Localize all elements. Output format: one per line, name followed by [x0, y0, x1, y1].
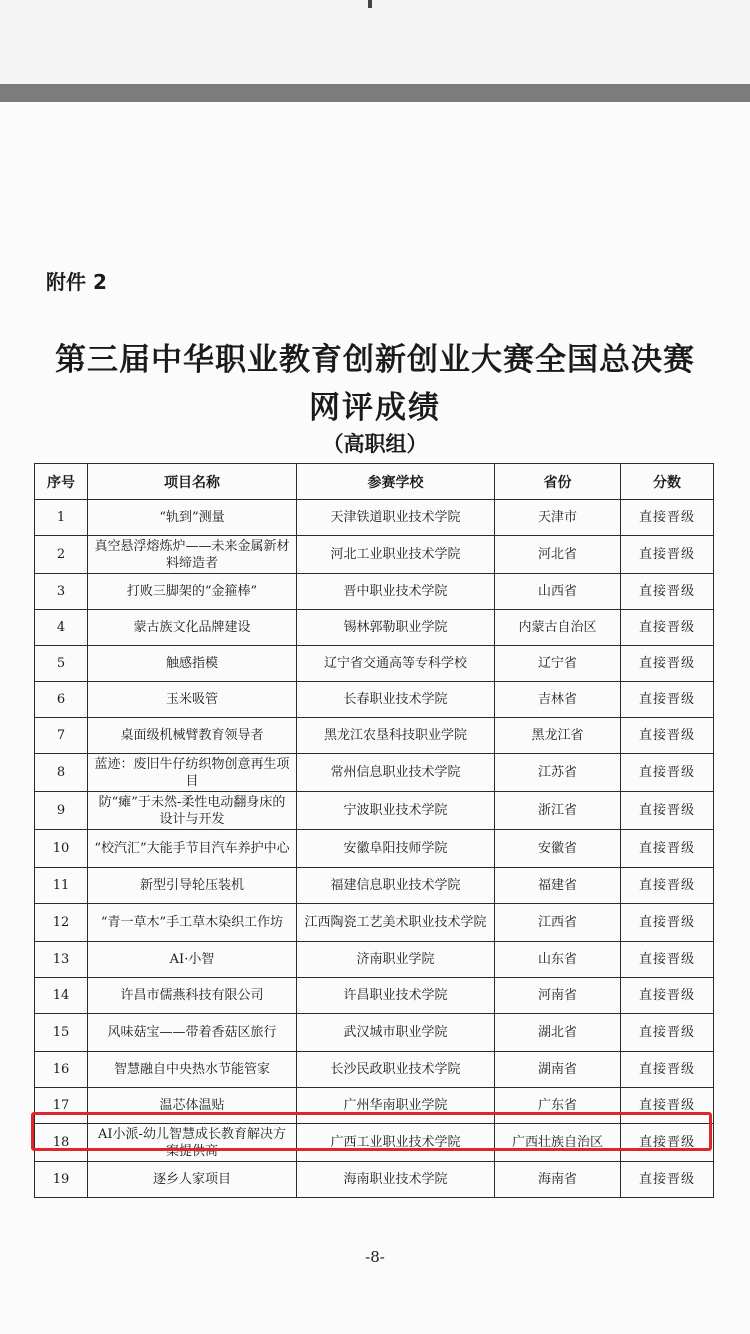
- cell-score: 直接晋级: [621, 574, 714, 610]
- cell-project: 桌面级机械臂教育领导者: [88, 718, 297, 754]
- table-row: [35, 574, 714, 610]
- cell-school: 武汉城市职业学院: [297, 1014, 495, 1052]
- cell-no: 18: [35, 1124, 88, 1162]
- header-no: 序号: [35, 464, 88, 500]
- table-row: [35, 682, 714, 718]
- cell-school: 辽宁省交通高等专科学校: [297, 646, 495, 682]
- header-province: 省份: [495, 464, 621, 500]
- cell-school: 常州信息职业技术学院: [297, 754, 495, 792]
- header-school: 参赛学校: [297, 464, 495, 500]
- document-title-line1: 第三届中华职业教育创新创业大赛全国总决赛: [55, 342, 695, 378]
- table-row: [35, 830, 714, 868]
- cell-score: 直接晋级: [621, 646, 714, 682]
- table-row: [35, 646, 714, 682]
- cell-no: 19: [35, 1162, 88, 1198]
- cell-school: 许昌职业技术学院: [297, 978, 495, 1014]
- results-table: [34, 463, 714, 1198]
- cell-score: 直接晋级: [621, 942, 714, 978]
- cell-province: 江苏省: [495, 754, 621, 792]
- cell-score: 直接晋级: [621, 830, 714, 868]
- table-header-row: [35, 464, 714, 500]
- table-row: [35, 1014, 714, 1052]
- cell-project: 智慧融自中央热水节能管家: [88, 1052, 297, 1088]
- table-row: [35, 942, 714, 978]
- cell-no: 11: [35, 868, 88, 904]
- cell-score: 直接晋级: [621, 792, 714, 830]
- cell-no: 14: [35, 978, 88, 1014]
- cell-project: 打败三脚架的“金箍棒”: [88, 574, 297, 610]
- cell-province: 内蒙古自治区: [495, 610, 621, 646]
- cell-no: 2: [35, 536, 88, 574]
- cell-school: 济南职业学院: [297, 942, 495, 978]
- cell-score: 直接晋级: [621, 904, 714, 942]
- cell-no: 15: [35, 1014, 88, 1052]
- table-row: [35, 610, 714, 646]
- cell-province: 广东省: [495, 1088, 621, 1124]
- cell-school: 安徽阜阳技师学院: [297, 830, 495, 868]
- document-subtitle: （高职组）: [322, 432, 428, 456]
- cell-project: AI·小智: [88, 942, 297, 978]
- cell-score: 直接晋级: [621, 1088, 714, 1124]
- table-row: [35, 792, 714, 830]
- cell-project: 蓝迹：废旧牛仔纺织物创意再生项目: [88, 754, 297, 792]
- cell-province: 河南省: [495, 978, 621, 1014]
- table-row: [35, 1162, 714, 1198]
- cell-school: 晋中职业技术学院: [297, 574, 495, 610]
- table-row: [35, 978, 714, 1014]
- page-edge-mark: [368, 0, 372, 8]
- cell-school: 长春职业技术学院: [297, 682, 495, 718]
- cell-school: 河北工业职业技术学院: [297, 536, 495, 574]
- cell-province: 江西省: [495, 904, 621, 942]
- cell-score: 直接晋级: [621, 1052, 714, 1088]
- cell-project: 蒙古族文化品牌建设: [88, 610, 297, 646]
- cell-no: 17: [35, 1088, 88, 1124]
- cell-no: 6: [35, 682, 88, 718]
- table-row: [35, 1052, 714, 1088]
- cell-score: 直接晋级: [621, 1162, 714, 1198]
- cell-no: 12: [35, 904, 88, 942]
- cell-project: 触感指模: [88, 646, 297, 682]
- cell-province: 广西壮族自治区: [495, 1124, 621, 1162]
- table-row: [35, 718, 714, 754]
- cell-project: 玉米吸管: [88, 682, 297, 718]
- table-row: [35, 868, 714, 904]
- cell-school: 江西陶瓷工艺美术职业技术学院: [297, 904, 495, 942]
- cell-project: “轨到”测量: [88, 500, 297, 536]
- cell-score: 直接晋级: [621, 536, 714, 574]
- cell-province: 海南省: [495, 1162, 621, 1198]
- cell-school: 海南职业技术学院: [297, 1162, 495, 1198]
- cell-province: 辽宁省: [495, 646, 621, 682]
- cell-project: 温芯体温贴: [88, 1088, 297, 1124]
- cell-no: 13: [35, 942, 88, 978]
- cell-no: 9: [35, 792, 88, 830]
- cell-province: 浙江省: [495, 792, 621, 830]
- table-row: [35, 536, 714, 574]
- cell-school: 天津铁道职业技术学院: [297, 500, 495, 536]
- cell-project: 逐乡人家项目: [88, 1162, 297, 1198]
- cell-province: 福建省: [495, 868, 621, 904]
- attachment-label: 附件 2: [46, 270, 107, 294]
- cell-project: 风味菇宝——带着香菇区旅行: [88, 1014, 297, 1052]
- cell-province: 天津市: [495, 500, 621, 536]
- header-score: 分数: [621, 464, 714, 500]
- cell-school: 长沙民政职业技术学院: [297, 1052, 495, 1088]
- cell-school: 宁波职业技术学院: [297, 792, 495, 830]
- page-divider-bar: [0, 84, 750, 102]
- cell-project: AI小派-幼儿智慧成长教育解决方案提供商: [88, 1124, 297, 1162]
- cell-province: 山西省: [495, 574, 621, 610]
- cell-project: “校汽汇”大能手节目汽车养护中心: [88, 830, 297, 868]
- cell-no: 4: [35, 610, 88, 646]
- document-title-line2: 网评成绩: [309, 390, 441, 426]
- cell-project: 新型引导轮压装机: [88, 868, 297, 904]
- cell-no: 3: [35, 574, 88, 610]
- cell-score: 直接晋级: [621, 754, 714, 792]
- cell-score: 直接晋级: [621, 978, 714, 1014]
- cell-no: 10: [35, 830, 88, 868]
- cell-score: 直接晋级: [621, 1124, 714, 1162]
- cell-province: 湖北省: [495, 1014, 621, 1052]
- cell-no: 7: [35, 718, 88, 754]
- cell-score: 直接晋级: [621, 500, 714, 536]
- cell-project: “青一草木”手工草木染织工作坊: [88, 904, 297, 942]
- cell-score: 直接晋级: [621, 682, 714, 718]
- cell-province: 湖南省: [495, 1052, 621, 1088]
- cell-school: 福建信息职业技术学院: [297, 868, 495, 904]
- cell-project: 防“瘫”于未然-柔性电动翻身床的设计与开发: [88, 792, 297, 830]
- cell-school: 黑龙江农垦科技职业学院: [297, 718, 495, 754]
- cell-score: 直接晋级: [621, 610, 714, 646]
- page-number: -8-: [365, 1248, 385, 1266]
- table-row: [35, 500, 714, 536]
- cell-no: 5: [35, 646, 88, 682]
- cell-school: 广西工业职业技术学院: [297, 1124, 495, 1162]
- table-row: [35, 754, 714, 792]
- cell-province: 河北省: [495, 536, 621, 574]
- cell-score: 直接晋级: [621, 718, 714, 754]
- cell-province: 吉林省: [495, 682, 621, 718]
- cell-school: 锡林郭勒职业学院: [297, 610, 495, 646]
- cell-province: 山东省: [495, 942, 621, 978]
- cell-project: 真空悬浮熔炼炉——未来金属新材料缔造者: [88, 536, 297, 574]
- table-row: [35, 904, 714, 942]
- header-project: 项目名称: [88, 464, 297, 500]
- cell-no: 8: [35, 754, 88, 792]
- cell-score: 直接晋级: [621, 1014, 714, 1052]
- cell-province: 黑龙江省: [495, 718, 621, 754]
- cell-project: 许昌市儒燕科技有限公司: [88, 978, 297, 1014]
- cell-no: 1: [35, 500, 88, 536]
- cell-no: 16: [35, 1052, 88, 1088]
- table-row-highlighted: [35, 1088, 714, 1124]
- cell-school: 广州华南职业学院: [297, 1088, 495, 1124]
- cell-province: 安徽省: [495, 830, 621, 868]
- top-background-strip: [0, 0, 750, 84]
- cell-score: 直接晋级: [621, 868, 714, 904]
- table-row: [35, 1124, 714, 1162]
